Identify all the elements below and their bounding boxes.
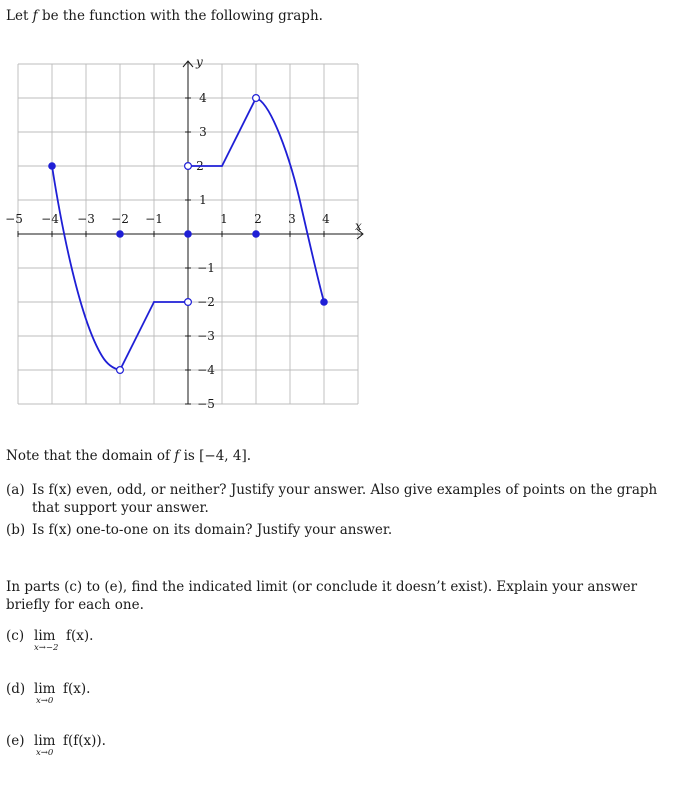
question-a [6,482,657,498]
y-tick-label: 1 [199,193,207,207]
question-c-label: (c) [6,628,25,644]
closed-point [48,162,56,170]
closed-point [320,298,328,306]
limit-subscript: x→0 [36,696,54,706]
y-tick-labels [196,91,215,411]
function-symbol: f [32,8,38,24]
open-point [185,299,192,306]
x-tick-label: 4 [322,212,330,226]
limit-operator: lim [34,733,56,749]
question-b [6,522,392,538]
x-tick-label: −4 [41,212,59,226]
open-point [253,95,260,102]
question-d-label: (d) [6,681,26,697]
y-tick-label: −4 [197,363,215,377]
function-graph [0,52,380,422]
question-b-label: (b) [6,522,26,538]
y-tick-label: 3 [199,125,207,139]
y-tick-label: −3 [197,329,215,343]
closed-point [184,230,192,238]
y-tick-label: −1 [197,261,215,275]
limit-expression: f(x). [63,681,91,697]
question-e [6,733,206,767]
question-a-label: (a) [6,482,25,498]
domain-note: Note that the domain of f is [−4, 4]. [6,448,252,464]
question-c [6,628,206,662]
x-tick-label: −5 [5,212,23,226]
limit-expression: f(x). [66,628,94,644]
x-axis-label: x [355,219,362,233]
question-a-continuation: that support your answer. [32,500,209,516]
x-tick-label: −1 [145,212,163,226]
x-tick-label: 2 [254,212,262,226]
open-point [117,367,124,374]
limit-expression: f(f(x)). [63,733,106,749]
intro-text: Let f be the function with the following graph. [6,8,323,24]
y-axis-label: y [196,55,203,69]
x-tick-label: −3 [77,212,95,226]
limits-instructions: In parts (c) to (e), find the indicated limit (or conclude it doesn’t exist). Explain your answer briefly for each one. [6,579,638,613]
y-tick-label: −2 [197,295,215,309]
closed-point [252,230,260,238]
y-tick-label: −5 [197,397,215,411]
x-tick-labels [5,212,330,226]
y-tick-label: 2 [196,159,204,173]
x-tick-label: 1 [220,212,228,226]
open-point [185,163,192,170]
x-tick-label: −2 [111,212,129,226]
limit-subscript: x→−2 [34,643,59,653]
question-e-label: (e) [6,733,25,749]
y-tick-label: 4 [199,91,207,105]
limit-operator: lim [34,628,56,644]
limit-operator: lim [34,681,56,697]
limit-subscript: x→0 [36,748,54,758]
question-d [6,681,206,715]
question-a-text: Is f(x) even, odd, or neither? Justify your answer. Also give examples of points on the graph [32,482,658,498]
closed-point [116,230,124,238]
x-tick-label: 3 [288,212,296,226]
question-b-text: Is f(x) one-to-one on its domain? Justify your answer. [32,522,393,538]
function-symbol: f [174,448,180,464]
